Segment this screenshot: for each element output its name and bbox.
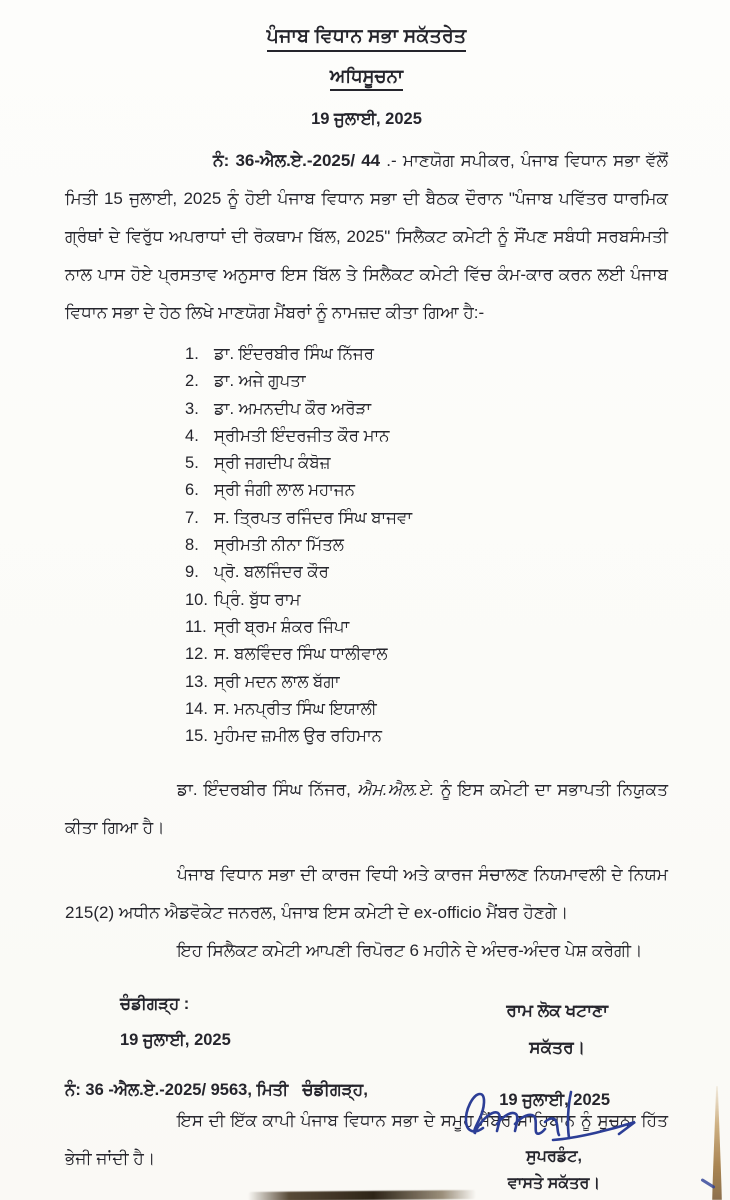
mla-abbreviation: ਐਮ.ਐਲ.ਏ. <box>357 780 435 800</box>
member-item <box>185 396 668 423</box>
document-date: 19 ਜੁਲਾਈ, 2025 <box>311 110 422 128</box>
member-item <box>185 450 668 477</box>
bottom-signatory-designation: ਸੁਪਰਡੰਟ, <box>526 1148 582 1165</box>
member-name: ਮੁਹੰਮਦ ਜ਼ਮੀਲ ਉਰ ਰਹਿਮਾਨ <box>214 727 382 746</box>
signatory-name: ਰਾਮ ਲੋਕ ਖਟਾਣਾ <box>506 1001 608 1021</box>
opening-paragraph-text: ਮਾਣਯੋਗ ਸਪੀਕਰ, ਪੰਜਾਬ ਵਿਧਾਨ ਸਭਾ ਵੱਲੋਂ ਮਿਤੀ 15 ਜੁਲਾਈ, 2025 ਨੂੰ ਹੋਈ ਪੰਜਾਬ ਵਿਧਾਨ ਸਭਾ ਦੀ ਬੈਠਕ ਦੌਰਾਨ "ਪੰਜਾਬ ਪਵਿੱਤਰ ਧਾਰਮਿਕ ਗ੍ਰੰਥਾਂ ਦੇ ਵਿਰੁੱਧ ਅਪਰਾਧਾਂ ਦੀ ਰੋਕਥਾਮ ਬਿੱਲ, 2025" ਸਿਲੈਕਟ ਕਮੇਟੀ ਨੂੰ ਸੌਂਪਣ ਸਬੰਧੀ ਸਰਬਸੰਮਤੀ ਨਾਲ ਪਾਸ ਹੋਏ ਪ੍ਰਸਤਾਵ ਅਨੁਸਾਰ ਇਸ ਬਿੱਲ ਤੇ ਸਿਲੈਕਟ ਕਮੇਟੀ ਵਿੱਚ ਕੰਮ-ਕਾਰ ਕਰਨ ਲਈ ਪੰਜਾਬ ਵਿਧਾਨ ਸਭਾ ਦੇ ਹੇਠ ਲਿਖੇ ਮਾਣਯੋਗ ਮੈਂਬਰਾਂ ਨੂੰ ਨਾਮਜ਼ਦ ਕੀਤਾ ਗਿਆ ਹੈ:- <box>65 151 668 322</box>
document-subtitle <box>65 66 668 91</box>
member-name: ਸ੍ਰੀ ਜਗਦੀਪ ਕੰਬੋਜ਼ <box>214 454 331 473</box>
notification-number-separator: .- <box>380 151 403 170</box>
report-deadline-paragraph: ਇਹ ਸਿਲੈਕਟ ਕਮੇਟੀ ਆਪਣੀ ਰਿਪੋਰਟ 6 ਮਹੀਨੇ ਦੇ ਅੰਦਰ-ਅੰਦਰ ਪੇਸ਼ ਕਰੇਗੀ। <box>177 941 643 961</box>
member-name: ਸ੍ਰੀਮਤੀ ਇੰਦਰਜੀਤ ਕੌਰ ਮਾਨ <box>214 426 390 445</box>
signature-icon <box>449 1082 659 1148</box>
member-name: ਪ੍ਰੋ. ਬਲਜਿੰਦਰ ਕੌਰ <box>214 563 329 582</box>
scan-edge-artifact-bottom <box>248 1190 476 1200</box>
member-name: ਸ੍ਰੀ ਜੰਗੀ ਲਾਲ ਮਹਾਜਨ <box>214 481 355 500</box>
member-name: ਸ. ਬਲਵਿੰਦਰ ਸਿੰਘ ਧਾਲੀਵਾਲ <box>214 645 388 664</box>
chairman-paragraph <box>65 771 668 847</box>
member-item <box>185 341 668 368</box>
member-item <box>185 532 668 559</box>
member-item <box>185 559 668 586</box>
document-title <box>65 26 668 52</box>
member-name: ਸ੍ਰੀ ਮਦਨ ਲਾਲ ਬੱਗਾ <box>214 672 340 691</box>
member-item <box>185 669 668 696</box>
opening-paragraph <box>65 142 668 332</box>
endorsement-place: ਚੰਡੀਗੜ੍ਹ, <box>302 1080 368 1100</box>
member-item <box>185 723 668 750</box>
chairman-paragraph-post: ਨੂੰ ਇਸ ਕਮੇਟੀ ਦਾ ਸਭਾਪਤੀ ਨਿਯੁਕਤ ਕੀਤਾ ਗਿਆ ਹੈ। <box>65 780 668 838</box>
member-item <box>185 505 668 532</box>
chairman-paragraph-pre: ਡਾ. ਇੰਦਰਬੀਰ ਸਿੰਘ ਨਿੱਜਰ, <box>177 780 358 800</box>
member-name: ਸ੍ਰੀ ਬ੍ਰਮ ਸ਼ੰਕਰ ਜਿੰਪਾ <box>214 617 350 636</box>
member-item <box>185 641 668 668</box>
member-name: ਸ੍ਰੀਮਤੀ ਨੀਨਾ ਮਿੱਤਲ <box>214 536 344 555</box>
bottom-signature-block <box>438 1082 670 1193</box>
member-name: ਸ. ਮਨਪ੍ਰੀਤ ਸਿੰਘ ਇਯਾਲੀ <box>214 699 377 718</box>
member-item <box>185 423 668 450</box>
place-and-signatory-row <box>65 986 668 1066</box>
bottom-signatory-for: ਵਾਸਤੇ ਸਕੱਤਰ। <box>507 1175 601 1192</box>
document-title-text: ਪੰਜਾਬ ਵਿਧਾਨ ਸਭਾ ਸਕੱਤਰੇਤ <box>267 26 467 52</box>
member-name: ਸ. ਤ੍ਰਿਪਤ ਰਜਿੰਦਰ ਸਿੰਘ ਬਾਜਵਾ <box>214 508 413 527</box>
member-item <box>185 477 668 504</box>
member-item <box>185 368 668 395</box>
member-name: ਡਾ. ਅਜੇ ਗੁਪਤਾ <box>214 372 306 391</box>
committee-members-list <box>185 341 668 750</box>
member-item <box>185 696 668 723</box>
endorsement-date: 19 ਜੁਲਾਈ, 2025 <box>499 1091 610 1110</box>
endorsement-number: ਨੰ: 36 -ਐਲ.ਏ.-2025/ 9563, ਮਿਤੀ <box>65 1081 289 1100</box>
member-name: ਡਾ. ਇੰਦਰਬੀਰ ਸਿੰਘ ਨਿੱਜਰ <box>214 345 374 363</box>
place-name: ਚੰਡੀਗੜ੍ਹ : <box>120 995 190 1014</box>
notification-number: ਨੰ: 36-ਐਲ.ਏ.-2025/ 44 <box>213 151 381 170</box>
place-date: 19 ਜੁਲਾਈ, 2025 <box>120 1031 231 1050</box>
place-date-block <box>120 986 231 1066</box>
member-name: ਡਾ. ਅਮਨਦੀਪ ਕੌਰ ਅਰੋੜਾ <box>214 399 372 418</box>
member-item <box>185 614 668 641</box>
member-item <box>185 587 668 614</box>
ex-officio-paragraph: ਪੰਜਾਬ ਵਿਧਾਨ ਸਭਾ ਦੀ ਕਾਰਜ ਵਿਧੀ ਅਤੇ ਕਾਰਜ ਸੰਚਾਲਣ ਨਿਯਮਾਵਲੀ ਦੇ ਨਿਯਮ 215(2) ਅਧੀਨ ਐਡਵੋਕੇਟ ਜਨਰਲ, ਪੰਜਾਬ ਇਸ ਕਮੇਟੀ ਦੇ ex-officio ਮੈਂਬਰ ਹੋਣਗੇ। <box>65 865 668 923</box>
member-name: ਪ੍ਰਿੰ. ਬੁੱਧ ਰਾਮ <box>214 590 301 609</box>
signatory-block <box>506 986 608 1066</box>
signatory-title: ਸਕੱਤਰ। <box>529 1038 586 1058</box>
copy-forwarding-paragraph: ਇਸ ਦੀ ਇੱਕ ਕਾਪੀ ਪੰਜਾਬ ਵਿਧਾਨ ਸਭਾ ਦੇ ਸਮੂਹ ਮੈਂਬਰ ਸਾਹਿਬਾਨ ਨੂੰ ਸੂਚਨਾ ਹਿੱਤ ਭੇਜੀ ਜਾਂਦੀ ਹੈ। <box>65 1111 668 1169</box>
document-subtitle-text: ਅਧਿਸੂਚਨਾ <box>330 66 403 91</box>
